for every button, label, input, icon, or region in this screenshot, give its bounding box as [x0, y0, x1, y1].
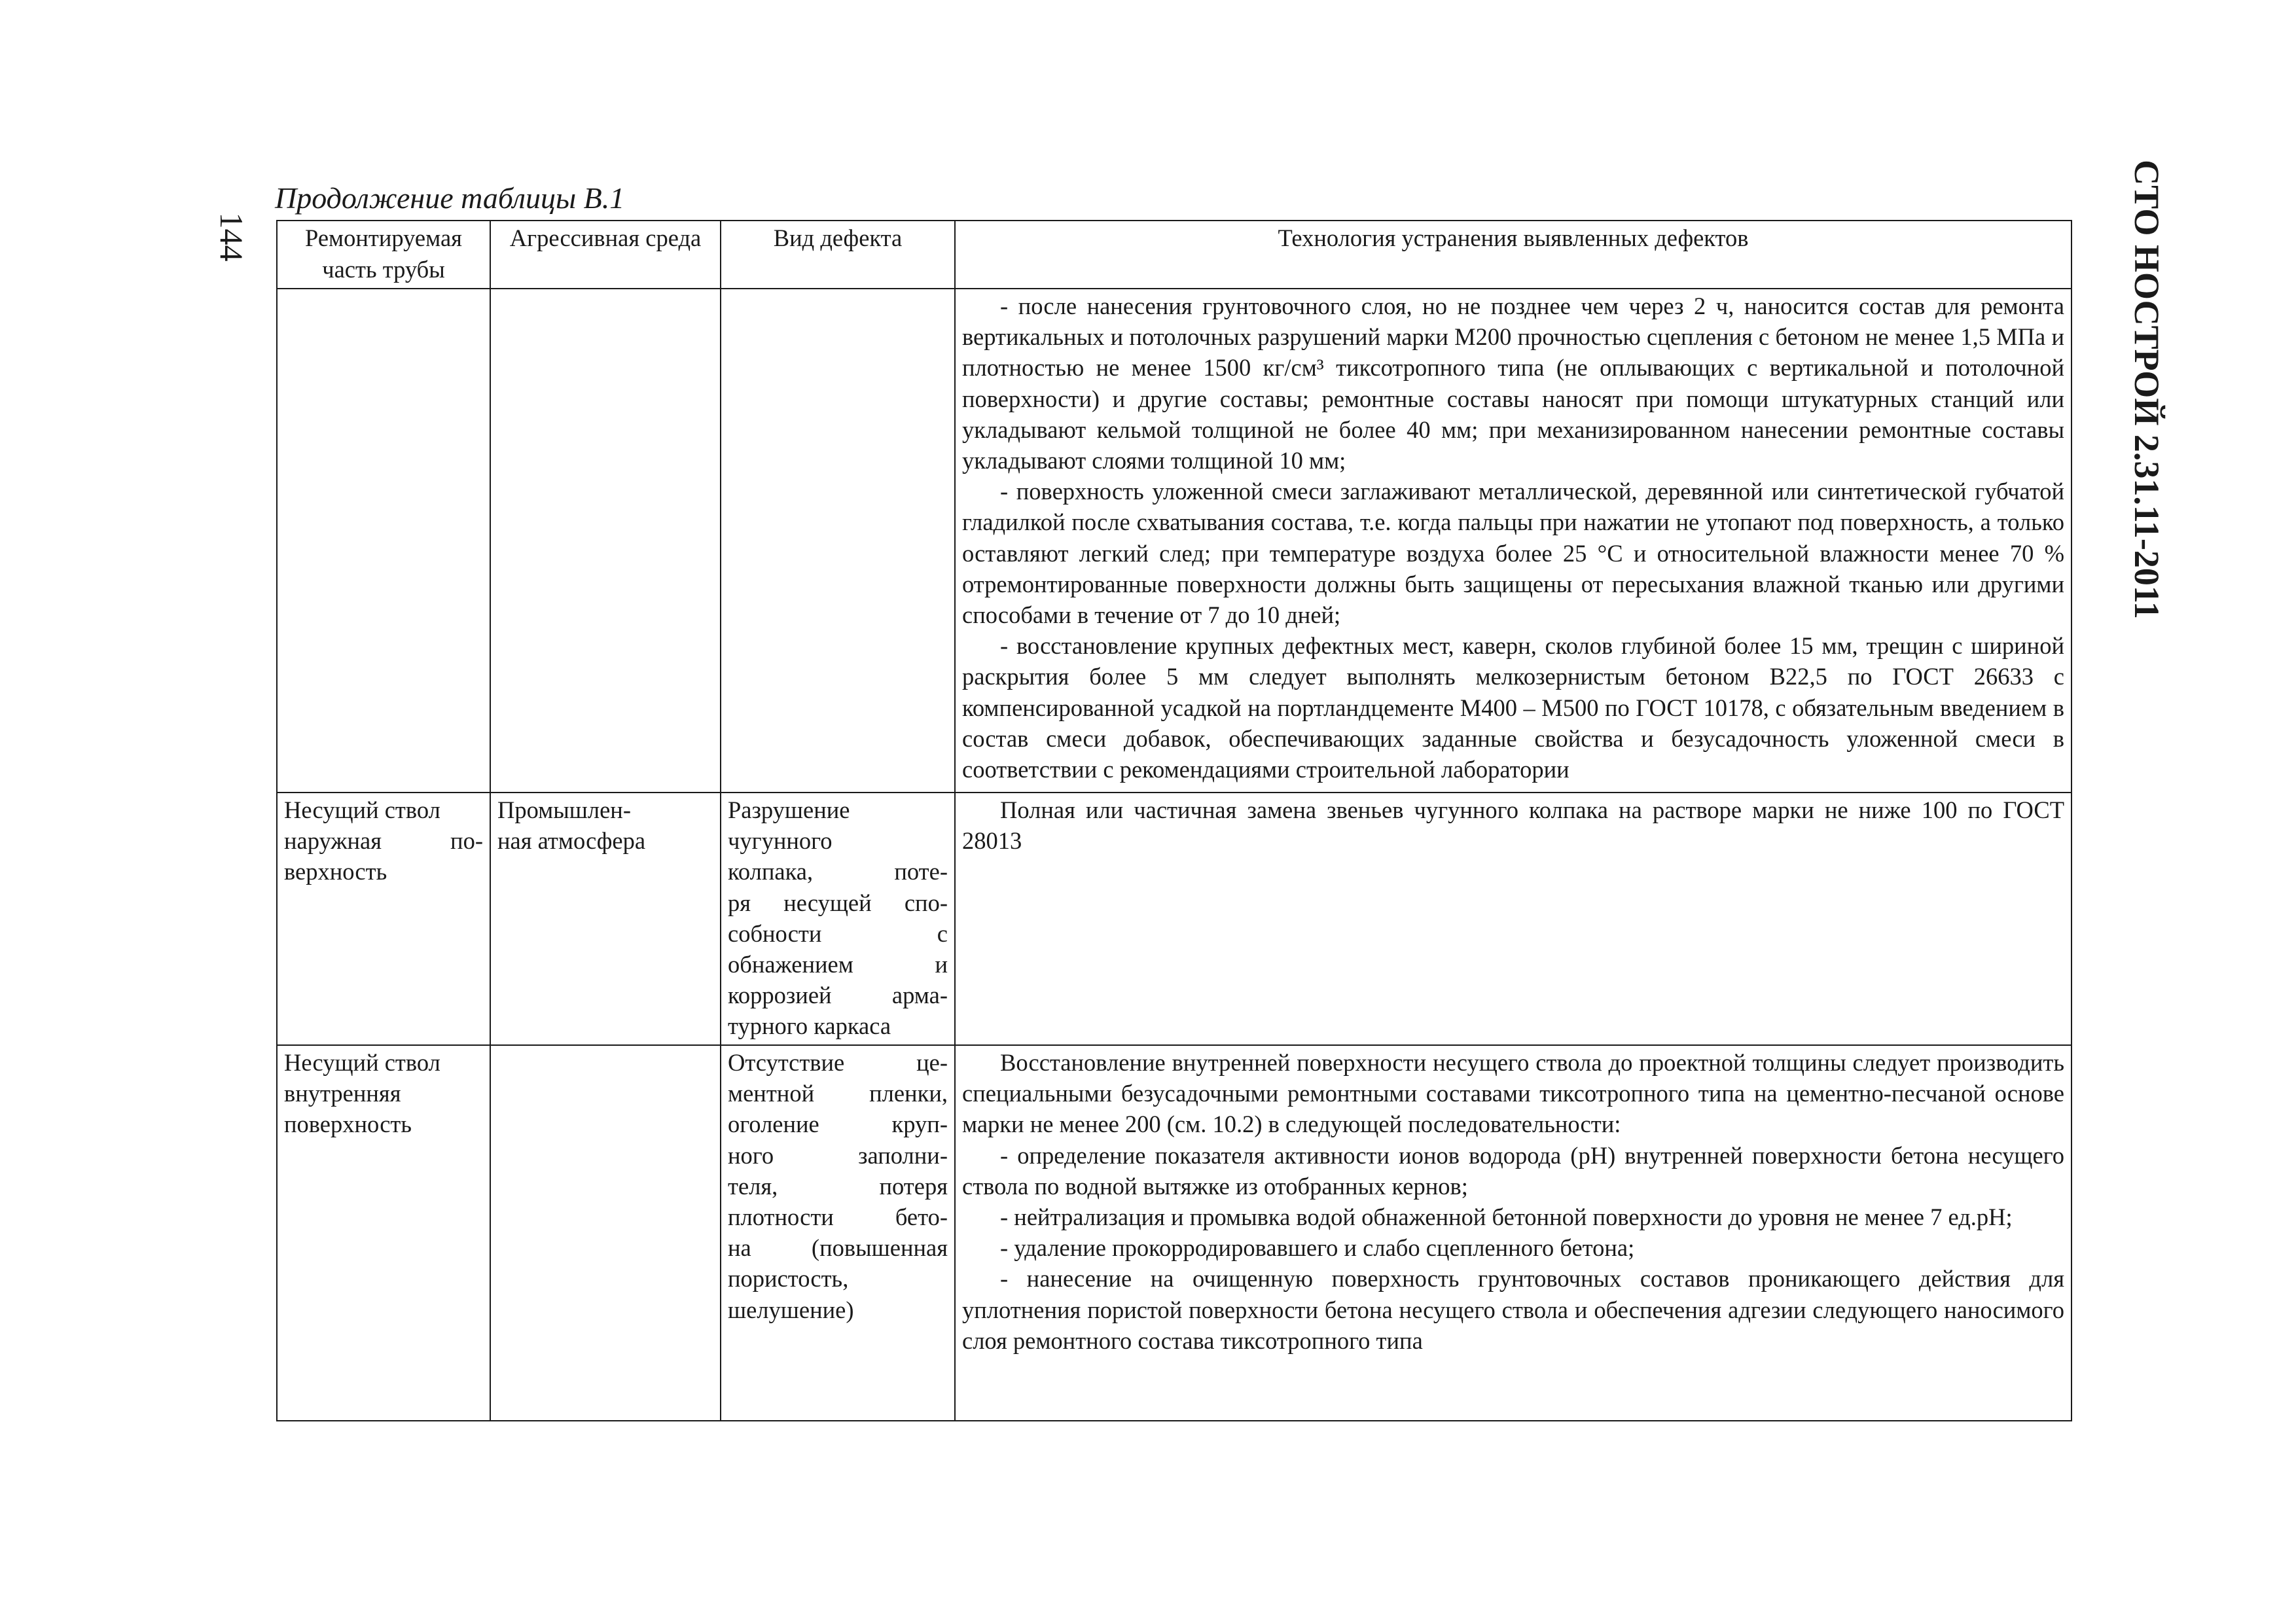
cell-line: собности с — [728, 919, 948, 947]
cell-line: оголение круп- — [728, 1111, 948, 1138]
technology-paragraph: - удаление прокорродировавшего и слабо сцепленного бетона; — [1000, 1234, 1635, 1262]
technology-paragraph: - определение показателя активности ионов водорода (рН) внутренней поверхности бетона несущего ствола по водной вытяжке из отобранных кернов; — [962, 1141, 2064, 1200]
technology-paragraph: - нейтрализация и промывка водой обнаженной бетонной поверхности до уровня не менее 7 ед.рН; — [1000, 1204, 2013, 1231]
cell-environment — [490, 289, 721, 793]
cell-defect — [721, 793, 955, 1045]
cell-line: Промышлен- — [497, 796, 631, 823]
cell-line: на (повышенная — [728, 1234, 948, 1262]
table-caption: Продолжение таблицы В.1 — [275, 181, 625, 215]
cell-line: шелушение) — [728, 1296, 854, 1323]
cell-part — [277, 1045, 490, 1421]
technology-paragraph: Восстановление внутренней поверхности несущего ствола до проектной толщины следует производить специальными безусадочными ремонтными составами тиксотропного типа на цементно-песчаной основе марки не менее 200 (см. 10.2) в следующей последовательности: — [962, 1049, 2064, 1138]
header-aggressive-environment: Агрессивная среда — [490, 221, 721, 289]
cell-line: ного заполни- — [728, 1141, 948, 1169]
cell-line: ря несущей спо- — [728, 889, 948, 916]
header-defect-type: Вид дефекта — [721, 221, 955, 289]
cell-line: ментной пленки, — [728, 1080, 948, 1107]
cell-line: поверхность — [284, 1111, 412, 1138]
header-repaired-part: Ремонтируемая часть трубы — [277, 221, 490, 289]
cell-technology — [955, 793, 2072, 1045]
cell-line: коррозией арма- — [728, 982, 948, 1009]
cell-line: верхность — [284, 858, 387, 885]
header-repair-technology: Технология устранения выявленных дефектов — [955, 221, 2072, 289]
technology-paragraph: - поверхность уложенной смеси заглаживают металлической, деревянной или синтетической губчатой гладилкой после схватывания состава, т.е. когда пальцы при нажатии не утопают под поверхность, а только оставляют легкий след; при температуре воздуха более 25 °С и относительной влажности менее 70 % отремонтированные поверхности должны быть защищены от пересыхания влажной тканью или другими способами в течение от 7 до 10 дней; — [962, 478, 2064, 629]
technology-paragraph: - после нанесения грунтовочного слоя, но не позднее чем через 2 ч, наносится состав для ремонта вертикальных и потолочных разрушений марки М200 прочностью сцепления с бетоном не менее 1,5 МПа и плотностью не менее 1500 кг/см³ тиксотропного типа (не оплывающих с вертикальной и потолочной поверхности) и другие составы; ремонтные составы наносят при помощи штукатурных станций или укладывают кельмой толщиной не более 40 мм; при механизированном нанесении ремонтные составы укладывают слоями толщиной 10 мм; — [962, 293, 2064, 474]
cell-line: турного каркаса — [728, 1012, 891, 1040]
page-number: 144 — [213, 212, 250, 262]
technology-paragraph: - нанесение на очищенную поверхность грунтовочных составов проникающего действия для уплотнения пористой поверхности бетона несущего ствола и обеспечения адгезии следующего наносимого слоя ремонтного состава тиксотропного типа — [962, 1265, 2064, 1354]
cell-line: пористость, — [728, 1265, 849, 1293]
cell-line: Отсутствие це- — [728, 1049, 948, 1076]
cell-environment — [490, 793, 721, 1045]
cell-line: ная атмосфера — [497, 827, 646, 855]
table-row — [277, 1045, 2072, 1421]
table-header-row — [277, 221, 2072, 289]
table-row — [277, 793, 2072, 1045]
cell-line: чугунного — [728, 827, 833, 855]
cell-line: плотности бето- — [728, 1204, 948, 1231]
cell-technology — [955, 1045, 2072, 1421]
defects-table — [276, 220, 2072, 1421]
cell-defect — [721, 1045, 955, 1421]
table-row — [277, 289, 2072, 793]
cell-line: Разрушение — [728, 796, 850, 823]
cell-line: обнажением и — [728, 951, 948, 978]
technology-paragraph: - восстановление крупных дефектных мест, каверн, сколов глубиной более 15 мм, трещин с шириной раскрытия более 5 мм следует выполнять мелкозернистым бетоном В22,5 по ГОСТ 26633 с компенсированной усадкой на портландцементе М400 – М500 по ГОСТ 10178, с обязательным введением в состав смеси добавок, обеспечивающих заданные свойства и безусадочность уложенной смеси в соответствии с рекомендациями строительной лаборатории — [962, 632, 2064, 783]
cell-environment — [490, 1045, 721, 1421]
cell-line: Несущий ствол — [284, 796, 440, 823]
cell-line: колпака, поте- — [728, 858, 948, 885]
cell-line: внутренняя — [284, 1080, 401, 1107]
technology-paragraph: Полная или частичная замена звеньев чугунного колпака на растворе марки не ниже 100 по ГОСТ 28013 — [962, 796, 2064, 855]
cell-defect — [721, 289, 955, 793]
cell-line: Несущий ствол — [284, 1049, 440, 1076]
cell-part — [277, 289, 490, 793]
cell-part — [277, 793, 490, 1045]
document-code: СТО НОСТРОЙ 2.31.11-2011 — [2127, 160, 2166, 619]
cell-technology — [955, 289, 2072, 793]
cell-line: наружная по- — [284, 827, 483, 855]
cell-line: теля, потеря — [728, 1172, 948, 1200]
